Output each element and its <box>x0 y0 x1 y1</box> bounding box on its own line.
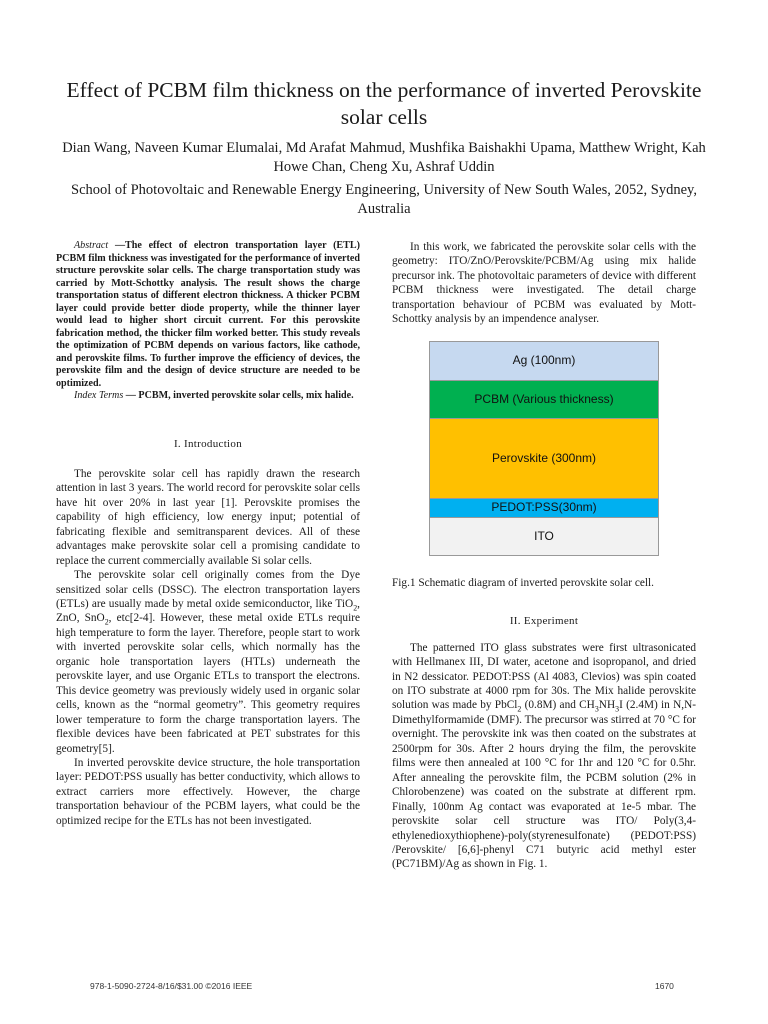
layer-pcbm <box>430 381 658 419</box>
intro-paragraph-3: In inverted perovskite device structure, the hole transportation layer: PEDOT:PSS usually has better conductivity, which allows to extract carriers more effectively. However, the charge transportation behaviour of the PCBM layers, what could be the optimized recipe for the ETLs has not been investigated. <box>56 757 360 827</box>
layer-label: ITO <box>534 528 554 543</box>
layer-ito <box>430 518 658 555</box>
author-list: Dian Wang, Naveen Kumar Elumalai, Md Arafat Mahmud, Mushfika Baishakhi Upama, Matthew Wright, Kah Howe Chan, Cheng Xu, Ashraf Uddin <box>62 140 706 175</box>
abstract-label: Abstract <box>74 240 109 251</box>
index-terms-paragraph <box>56 390 360 403</box>
exp-text-a: The patterned ITO glass substrates were first ultrasonicated with Hellmanex III, DI water, acetone and isopropanol, and dried in N2 dessicator. PEDOT:PSS (Al 4083, Clevios) was spin coated on ITO substrate at 4000 rpm for 30s. The Mix halide perovskite solution was made by PbCl <box>392 641 696 712</box>
abstract-text: —The effect of electron transportation layer (ETL) PCBM film thickness was investigated for the performance of inverted structure perovskite solar cells. The charge transportation study was carried by Mott-Schottky analysis. The result shows the charge transportation status of different electron thickness. A thicker PCBM layer could provide better diode property, while the thinner layer would lead to higher short circuit current. For this perovskite fabrication method, the thicker film worked better. This study reveals the optimization of PCBM depends on various factors, like cathode, and perovskite films. To further improve the efficiency of devices, the perovskite film and the design of device structure are needed to be optimized. <box>56 240 360 389</box>
device-structure-diagram <box>429 341 659 556</box>
paper-title: Effect of PCBM film thickness on the performance of inverted Perovskite solar cells <box>66 78 702 129</box>
subscript: 3 <box>615 704 620 714</box>
layer-label: PCBM (Various thickness) <box>474 391 614 406</box>
experiment-paragraph <box>392 641 696 872</box>
subscript: 2 <box>517 704 522 714</box>
layer-pedot-pss <box>430 499 658 518</box>
right-column <box>392 240 696 872</box>
exp-text-c: NH <box>598 699 616 712</box>
layer-perovskite <box>430 419 658 499</box>
intro-p2-text-c: , etc[2-4]. However, these metal oxide ETLs require high temperature to form the layer. Therefore, people start to work with inverted perovskite solar cells, which normally has the organic hole transportation layers (HTLs) underneath the perovskite layer, and use Organic ETLs to transport the electrons. This device geometry was previously widely used in organic solar cells, known as the “normal geometry”. This geometry requires lower temperature to form the charge transportation layers. The flexible devices have been fabricated at PET substrates for this geometry[5]. <box>56 612 360 755</box>
index-terms-label: Index Terms <box>74 390 124 401</box>
layer-label: Ag (100nm) <box>512 353 576 368</box>
intro-p2-text-a: The perovskite solar cell originally comes from the Dye sensitized solar cells (DSSC). The electron transportation layers (ETLs) are usually made by metal oxide semiconductor, like TiO <box>56 569 360 611</box>
page-number: 1670 <box>655 981 674 991</box>
intro-p2-text-b: , ZnO, SnO <box>56 598 360 625</box>
introduction-heading: I. Introduction <box>173 437 243 450</box>
exp-text-b: (0.8M) and CH <box>521 699 595 712</box>
subscript: 3 <box>594 704 599 714</box>
intro-paragraph-2 <box>56 568 360 756</box>
left-column <box>56 240 360 828</box>
subscript: 2 <box>104 617 109 627</box>
layer-label: Perovskite (300nm) <box>491 450 597 465</box>
layer-label: PEDOT:PSS(30nm) <box>491 500 597 515</box>
subscript: 2 <box>353 603 358 613</box>
exp-text-d: I (2.4M) in N,N-Dimethylformamide (DMF). The precursor was stirred at 70 °C for overnight. The perovskite ink was then coated on the substrates at 2500rpm for 30s. After 2 hours drying the film, the perovskite films were then annealed at 100 °C for 1hr and 120 °C for 0.5hr. After annealing the perovskite film, the PCBM solution (2% in Chlorobenzene) was coated on the substrate at different rpm. Finally, 100nm Ag contact was evaporated at 1e-5 mbar. The perovskite solar cell structure was ITO/ Poly(3,4-ethylenedioxythiophene)-poly(styrenesulfonate) (PEDOT:PSS) /Perovskite/ [6,6]-phenyl C71 butyric acid methyl ester (PC71BM)/Ag as shown in Fig. 1. <box>392 699 696 871</box>
abstract-paragraph <box>56 240 360 390</box>
intro-paragraph-1: The perovskite solar cell has rapidly drawn the research attention in last 3 years. The world record for perovskite solar cells have hit over 20% in last year [1]. Perovskite promises the capability of high efficiency, low energy input; potential of fabricating flexible and semitransparent devices. All of these advantages make perovskite solar cell a promising candidate to replace the current commercially available Si solar cells. <box>56 467 360 567</box>
footer-copyright: 978-1-5090-2724-8/16/$31.00 ©2016 IEEE <box>90 981 253 991</box>
affiliation: School of Photovoltaic and Renewable Energy Engineering, University of New South Wales, 2052, Sydney, Australia <box>71 182 697 217</box>
figure-caption: Fig.1 Schematic diagram of inverted perovskite solar cell. <box>392 576 654 589</box>
index-terms-text: — PCBM, inverted perovskite solar cells, mix halide. <box>125 390 354 401</box>
intro-paragraph-4: In this work, we fabricated the perovskite solar cells with the geometry: ITO/ZnO/Perovskite/PCBM/Ag using mix halide precursor ink. The photovoltaic parameters of device with different PCBM thickness were investigated. The detail charge transportation behaviour of PCBM was evaluated by Mott-Schottky analysis by an impendence analyser. <box>392 241 696 326</box>
experiment-heading: II. Experiment <box>509 615 579 628</box>
layer-ag <box>430 342 658 381</box>
abstract-block <box>56 240 360 403</box>
